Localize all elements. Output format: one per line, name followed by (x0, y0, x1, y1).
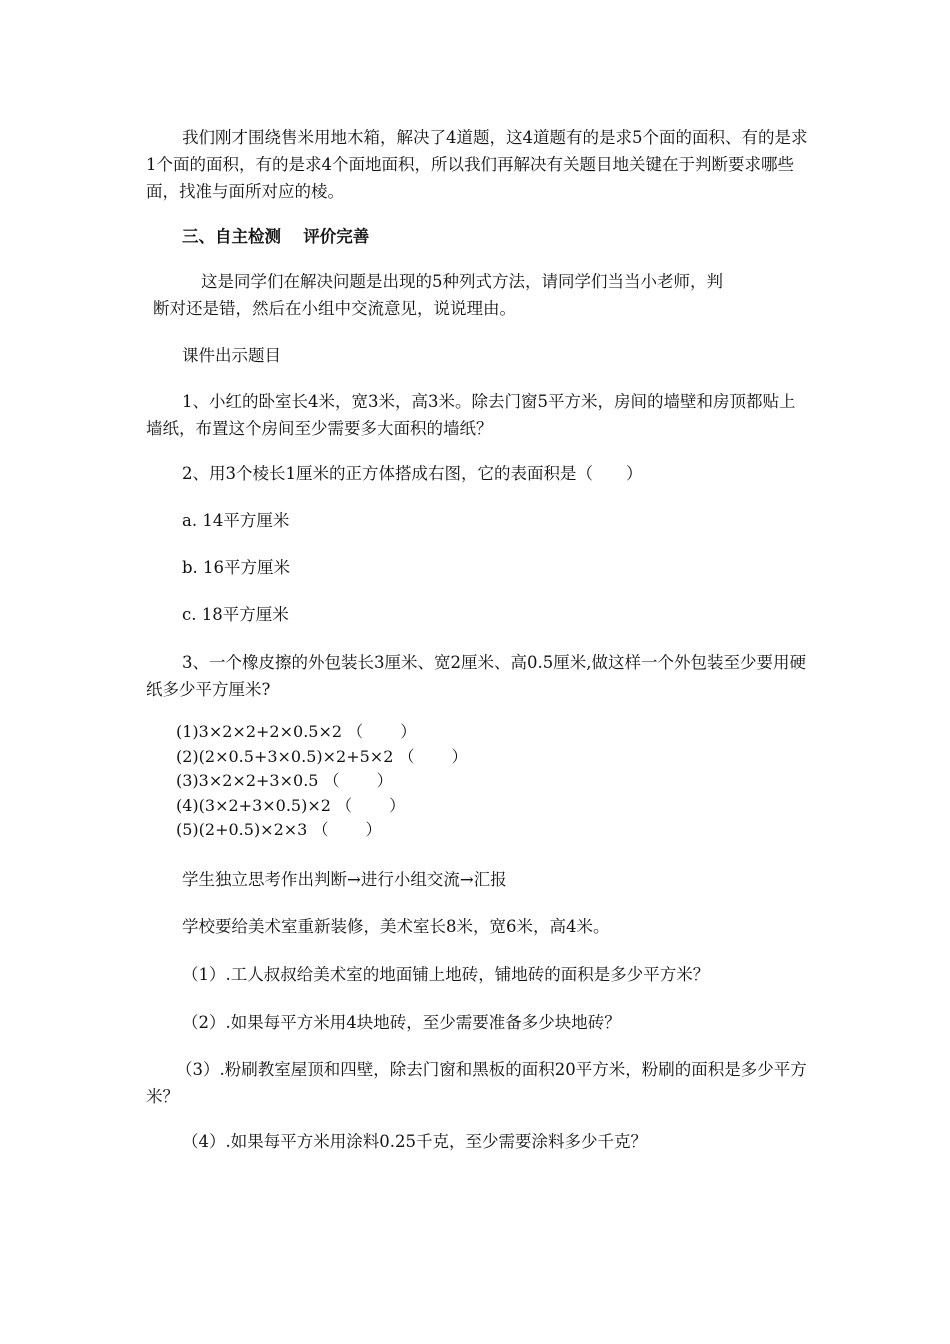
question-2-option-c: c. 18平方厘米 (182, 605, 289, 624)
courseware-line: 课件出示题目 (182, 346, 281, 365)
intro-paragraph: 我们刚才围绕售米用地木箱，解决了4道题，这4道题有的是求5个面的面积、有的是求1个面的面积，有的是求4个面地面积，所以我们再解决有关题目地关键在于判断要求哪些面，找准与面所对应的棱。 (146, 128, 808, 201)
question-2-option-b: b. 16平方厘米 (182, 558, 291, 577)
question-1: 1、小红的卧室长4米，宽3米，高3米。除去门窗5平方米，房间的墙壁和房顶都贴上墙纸，布置这个房间至少需要多大面积的墙纸？ (146, 392, 796, 438)
process-line: 学生独立思考作出判断→进行小组交流→汇报 (182, 870, 507, 889)
q3-formula-2: (2)(2×0.5+3×0.5)×2+5×2 （ ） (176, 746, 468, 766)
q3-formula-3: (3)3×2×2+3×0.5 （ ） (176, 771, 393, 790)
instruction-line-2: 断对还是错，然后在小组中交流意见，说说理由。 (153, 299, 516, 318)
question-2-option-a: a. 14平方厘米 (182, 511, 290, 530)
q3-formula-4: (4)(3×2+3×0.5)×2 （ ） (176, 795, 406, 815)
question-3: 3、一个橡皮擦的外包装长3厘米、宽2厘米、高0.5厘米,做这样一个外包装至少要用硬纸多少平方厘米? (146, 653, 806, 699)
q3-formula-5: (5)(2+0.5)×2×3 （ ） (176, 820, 382, 839)
school-line: 学校要给美术室重新装修，美术室长8米，宽6米，高4米。 (182, 917, 610, 936)
sub-question-3: （3）.粉刷教室屋顶和四壁，除去门窗和黑板的面积20平方米，粉刷的面积是多少平方米？ (146, 1060, 807, 1106)
q3-formula-1: (1)3×2×2+2×0.5×2 （ ） (176, 722, 417, 741)
section-title: 三、自主检测 评价完善 (182, 227, 370, 246)
question-2: 2、用3个棱长1厘米的正方体搭成右图，它的表面积是（ ） (182, 464, 643, 483)
sub-question-1: （1）.工人叔叔给美术室的地面铺上地砖，铺地砖的面积是多少平方米？ (182, 965, 710, 984)
sub-question-4: （4）.如果每平方米用涂料0.25千克，至少需要涂料多少千克？ (182, 1132, 647, 1151)
sub-question-2: （2）.如果每平方米用4块地砖，至少需要准备多少块地砖？ (182, 1013, 621, 1032)
instruction-line-1: 这是同学们在解决问题是出现的5种列式方法，请同学们当当小老师，判 (201, 272, 723, 291)
